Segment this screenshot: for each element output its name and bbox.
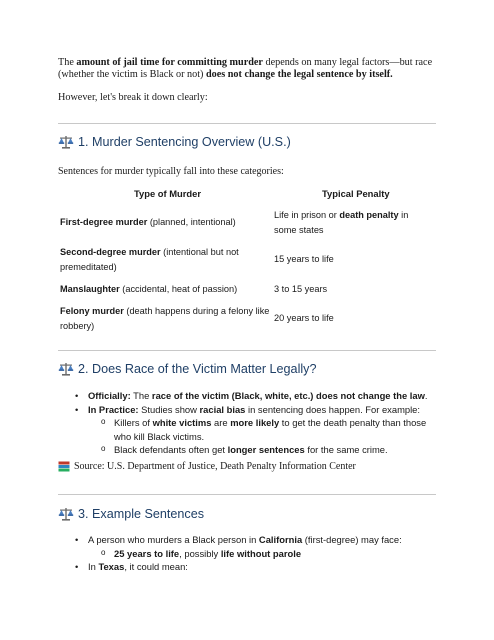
list-item-label: Officially: bbox=[88, 390, 131, 401]
table-cell-penalty: 3 to 15 years bbox=[274, 284, 328, 294]
list-item-text: are bbox=[211, 417, 231, 428]
list-item-text: , possibly bbox=[179, 547, 221, 559]
list-item-bold: Texas bbox=[98, 561, 125, 572]
table-header-penalty: Typical Penalty bbox=[322, 188, 390, 199]
list-item-label: In Practice: bbox=[88, 403, 139, 415]
section3-list bbox=[72, 533, 442, 574]
list-item-text: , it could mean: bbox=[124, 561, 188, 572]
penalty-text: Life in prison or bbox=[274, 210, 340, 220]
source-text: Source: U.S. Department of Justice, Death Penalty Information Center bbox=[74, 461, 356, 472]
intro-paragraph bbox=[58, 57, 438, 82]
table-cell-type bbox=[60, 245, 260, 275]
table-cell-type bbox=[60, 215, 260, 230]
section2-heading-text: 2. Does Race of the Victim Matter Legally? bbox=[78, 362, 317, 376]
penalty-bold: death penalty bbox=[339, 210, 399, 220]
list-item bbox=[72, 533, 442, 547]
intro-followup: However, let's break it down clearly: bbox=[58, 92, 208, 103]
list-item-bold: California bbox=[258, 534, 303, 545]
list-item-text: . bbox=[424, 390, 428, 401]
intro-bold-text: amount of jail time for committing murder bbox=[76, 57, 263, 68]
section1-heading bbox=[58, 135, 291, 149]
list-item-bold: longer sentences bbox=[227, 444, 305, 455]
murder-type-desc: (planned, intentional) bbox=[147, 217, 236, 227]
list-item bbox=[72, 389, 442, 403]
list-item bbox=[72, 403, 442, 417]
list-item-bold: 25 years to life bbox=[114, 547, 180, 559]
list-item-text: Black defendants often get bbox=[114, 444, 228, 455]
list-item-bold: more likely bbox=[230, 417, 280, 428]
intro-text: depends on many legal factors—but race (whether the victim is Black or not) bbox=[58, 57, 433, 81]
divider bbox=[58, 494, 436, 495]
list-item-text: in sentencing does happen. For example: bbox=[245, 403, 420, 415]
table-cell-penalty: 20 years to life bbox=[274, 313, 334, 323]
sub-list-item bbox=[72, 443, 442, 457]
section1-heading-text: 1. Murder Sentencing Overview (U.S.) bbox=[78, 135, 291, 149]
list-item-bold: life without parole bbox=[220, 547, 302, 559]
list-item-text: (first-degree) may face: bbox=[302, 534, 402, 545]
intro-text: The bbox=[58, 57, 77, 68]
table-cell-penalty bbox=[274, 208, 424, 238]
murder-type-desc: (death happens during a felony like robbery) bbox=[60, 306, 270, 331]
list-item bbox=[72, 560, 442, 574]
table-cell-type bbox=[60, 282, 270, 297]
murder-type-desc: (accidental, heat of passion) bbox=[119, 284, 238, 294]
scales-icon bbox=[58, 135, 74, 149]
list-item-text: to get the death penalty than those who kill Black victims. bbox=[114, 417, 427, 442]
section2-heading bbox=[58, 362, 316, 376]
sub-list-item bbox=[72, 416, 442, 443]
murder-type-name: Second-degree murder bbox=[60, 247, 161, 257]
murder-type-name: Manslaughter bbox=[60, 284, 120, 294]
section3-heading bbox=[58, 507, 204, 521]
divider bbox=[58, 123, 436, 124]
murder-type-desc: (intentional but not premeditated) bbox=[60, 247, 239, 272]
penalty-text: in some states bbox=[274, 210, 409, 235]
list-item-bold: white victims bbox=[152, 417, 212, 428]
section3-heading-text: 3. Example Sentences bbox=[78, 507, 205, 521]
divider bbox=[58, 350, 436, 351]
list-item-text: In bbox=[88, 561, 99, 572]
table-cell-penalty: 15 years to life bbox=[274, 254, 334, 264]
scales-icon bbox=[58, 507, 74, 521]
list-item-bold: race of the victim (Black, white, etc.) does not change the law bbox=[151, 390, 425, 401]
section1-lead: Sentences for murder typically fall into these categories: bbox=[58, 166, 284, 177]
list-item-text: The bbox=[130, 390, 152, 401]
murder-type-name: First-degree murder bbox=[60, 217, 148, 227]
murder-type-name: Felony murder bbox=[60, 306, 124, 316]
books-icon bbox=[58, 461, 70, 472]
list-item-text: A person who murders a Black person in bbox=[88, 534, 259, 545]
list-item-bold: racial bias bbox=[199, 403, 246, 415]
section2-list bbox=[72, 389, 442, 457]
source-citation bbox=[58, 461, 356, 472]
list-item-text: for the same crime. bbox=[304, 444, 388, 455]
scales-icon bbox=[58, 362, 74, 376]
sub-list-item bbox=[72, 547, 442, 561]
table-header-type: Type of Murder bbox=[134, 188, 202, 199]
list-item-text: Studies show bbox=[138, 403, 200, 415]
table-cell-type bbox=[60, 304, 274, 334]
intro-bold-text: does not change the legal sentence by itself. bbox=[205, 69, 393, 81]
list-item-text: Killers of bbox=[114, 417, 153, 428]
